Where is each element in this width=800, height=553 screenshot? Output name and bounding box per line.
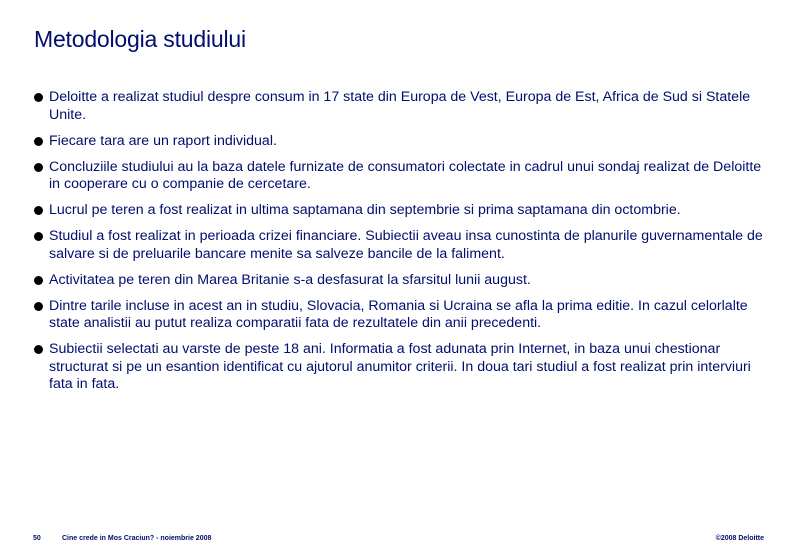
bullet-dot-icon (34, 232, 43, 241)
bullet-dot-icon (34, 276, 43, 285)
bullet-item (34, 341, 764, 394)
bullet-dot-icon (34, 206, 43, 215)
bullet-item (34, 202, 764, 220)
bullet-item (34, 228, 764, 263)
bullet-text: Lucrul pe teren a fost realizat in ultima saptamana din septembrie si prima saptamana din octombrie. (49, 202, 681, 219)
bullet-text: Concluziile studiului au la baza datele furnizate de consumatori colectate in cadrul unui sondaj realizat de Deloitte in cooperare cu o companie de cercetare. (49, 158, 762, 193)
bullet-dot-icon (34, 345, 43, 354)
copyright-notice: ©2008 Deloitte (715, 535, 764, 542)
bullet-text: Studiul a fost realizat in perioada crizei financiare. Subiectii aveau insa cunostinta de planurile guvernamentale de salvare si de preluarile bancare menite sa salveze bancile de la faliment. (49, 228, 763, 262)
slide-footer (0, 533, 800, 547)
slide-title: Metodologia studiului (34, 26, 246, 52)
bullet-text: Dintre tarile incluse in acest an in studiu, Slovacia, Romania si Ucraina se afla la prima editie. In cazul celorlalte state analistii au putut realiza comparatii fata de rezultatele din anii precedenti. (49, 297, 748, 332)
bullet-text: Activitatea pe teren din Marea Britanie s-a desfasurat la sfarsitul lunii august. (49, 271, 531, 288)
bullet-text: Subiectii selectati au varste de peste 18 ani. Informatia a fost adunata prin Internet, in baza unui chestionar structurat si pe un esantion identificat cu ajutorul anumitor criterii. In doua tari studiul a fost realizat prin interviuri fata in fata. (49, 341, 751, 393)
bullet-item (34, 159, 764, 194)
bullet-dot-icon (34, 302, 43, 311)
bullet-item (34, 272, 764, 290)
page-number: 50 (33, 535, 41, 542)
bullet-text: Deloitte a realizat studiul despre consum in 17 state din Europa de Vest, Europa de Est, Africa de Sud si Statele Unite. (49, 89, 751, 123)
bullet-dot-icon (34, 163, 43, 172)
bullet-item (34, 89, 764, 124)
bullet-dot-icon (34, 137, 43, 146)
bullet-list (34, 89, 764, 402)
bullet-item (34, 133, 764, 151)
footer-caption: Cine crede in Mos Craciun? - noiembrie 2008 (62, 535, 212, 542)
bullet-dot-icon (34, 93, 43, 102)
bullet-item (34, 298, 764, 333)
bullet-text: Fiecare tara are un raport individual. (49, 132, 277, 149)
